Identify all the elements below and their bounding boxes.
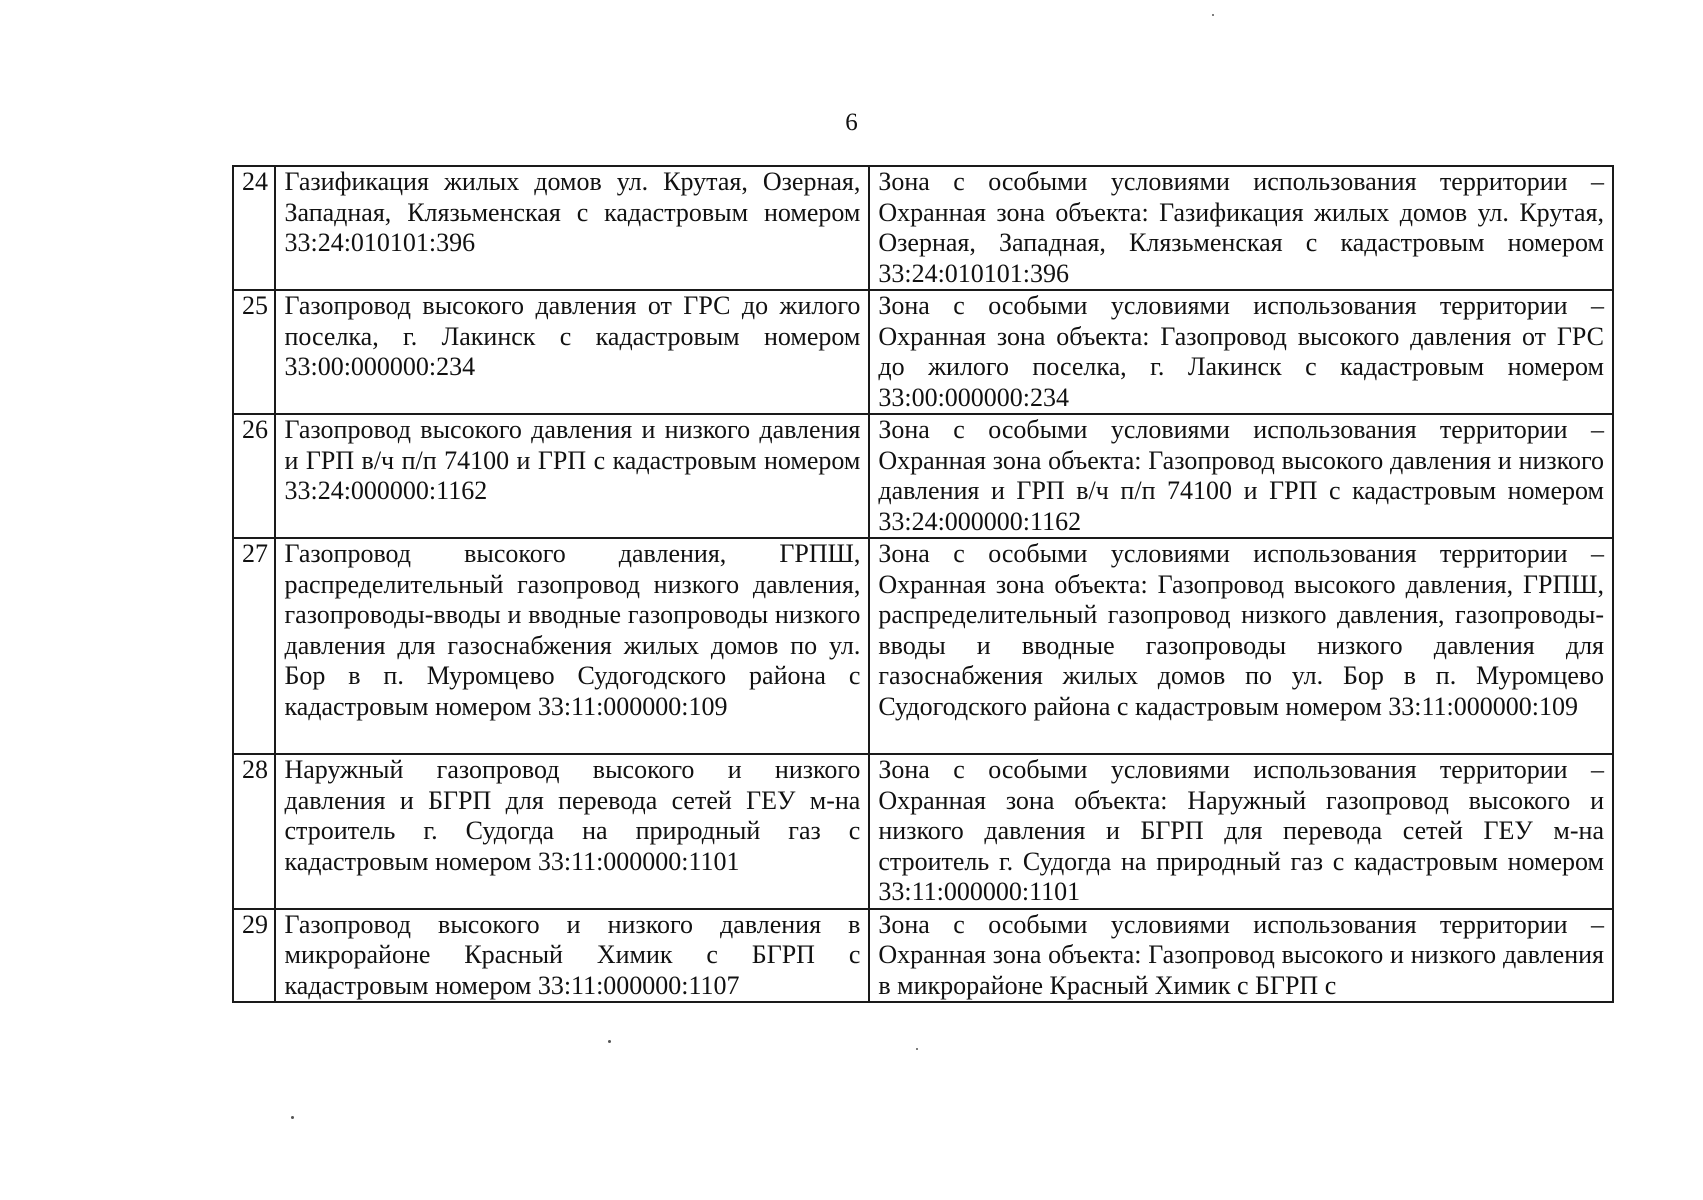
zone-cell: Зона с особыми условиями использования территории – Охранная зона объекта: Газопровод высокого и низкого давления в микрорайоне Красный Химик с БГРП с	[869, 909, 1613, 1003]
row-number: 27	[233, 538, 275, 754]
table-row	[233, 538, 1613, 754]
scan-speck	[916, 1048, 918, 1050]
zone-cell: Зона с особыми условиями использования территории – Охранная зона объекта: Наружный газопровод высокого и низкого давления и БГРП для перевода сетей ГЕУ м-на строитель г. Судогда на природный газ с кадастровым номером 33:11:000000:1101	[869, 754, 1613, 909]
object-cell: Газопровод высокого давления от ГРС до жилого поселка, г. Лакинск с кадастровым номером 33:00:000000:234	[275, 290, 869, 414]
object-cell: Газификация жилых домов ул. Крутая, Озерная, Западная, Клязьменская с кадастровым номером 33:24:010101:396	[275, 166, 869, 290]
table-row	[233, 909, 1613, 1003]
scan-speck	[1212, 14, 1214, 16]
table-row	[233, 754, 1613, 909]
object-cell: Газопровод высокого давления, ГРПШ, распределительный газопровод низкого давления, газопроводы-вводы и вводные газопроводы низкого давления для газоснабжения жилых домов по ул. Бор в п. Муромцево Судогодского района с кадастровым номером 33:11:000000:109	[275, 538, 869, 754]
zone-cell: Зона с особыми условиями использования территории – Охранная зона объекта: Газопровод высокого давления и низкого давления и ГРП в/ч п/п 74100 и ГРП с кадастровым номером 33:24:000000:1162	[869, 414, 1613, 538]
row-number: 24	[233, 166, 275, 290]
table-row	[233, 290, 1613, 414]
page-number: 6	[845, 109, 858, 136]
row-number: 29	[233, 909, 275, 1003]
row-number: 28	[233, 754, 275, 909]
zone-cell: Зона с особыми условиями использования территории – Охранная зона объекта: Газификация жилых домов ул. Крутая, Озерная, Западная, Клязьменская с кадастровым номером 33:24:010101:396	[869, 166, 1613, 290]
object-cell: Газопровод высокого давления и низкого давления и ГРП в/ч п/п 74100 и ГРП с кадастровым номером 33:24:000000:1162	[275, 414, 869, 538]
table-row	[233, 414, 1613, 538]
row-number: 26	[233, 414, 275, 538]
table-row	[233, 166, 1613, 290]
scan-speck	[608, 1040, 611, 1043]
zone-cell: Зона с особыми условиями использования территории – Охранная зона объекта: Газопровод высокого давления, ГРПШ, распределительный газопровод низкого давления, газопроводы-вводы и вводные газопроводы низкого давления для газоснабжения жилых домов по ул. Бор в п. Муромцево Судогодского района с кадастровым номером 33:11:000000:109	[869, 538, 1613, 754]
object-cell: Газопровод высокого и низкого давления в микрорайоне Красный Химик с БГРП с кадастровым номером 33:11:000000:1107	[275, 909, 869, 1003]
row-number: 25	[233, 290, 275, 414]
object-cell: Наружный газопровод высокого и низкого давления и БГРП для перевода сетей ГЕУ м-на строитель г. Судогда на природный газ с кадастровым номером 33:11:000000:1101	[275, 754, 869, 909]
zone-cell: Зона с особыми условиями использования территории – Охранная зона объекта: Газопровод высокого давления от ГРС до жилого поселка, г. Лакинск с кадастровым номером 33:00:000000:234	[869, 290, 1613, 414]
zones-table	[232, 165, 1614, 1003]
scan-speck	[291, 1116, 294, 1119]
